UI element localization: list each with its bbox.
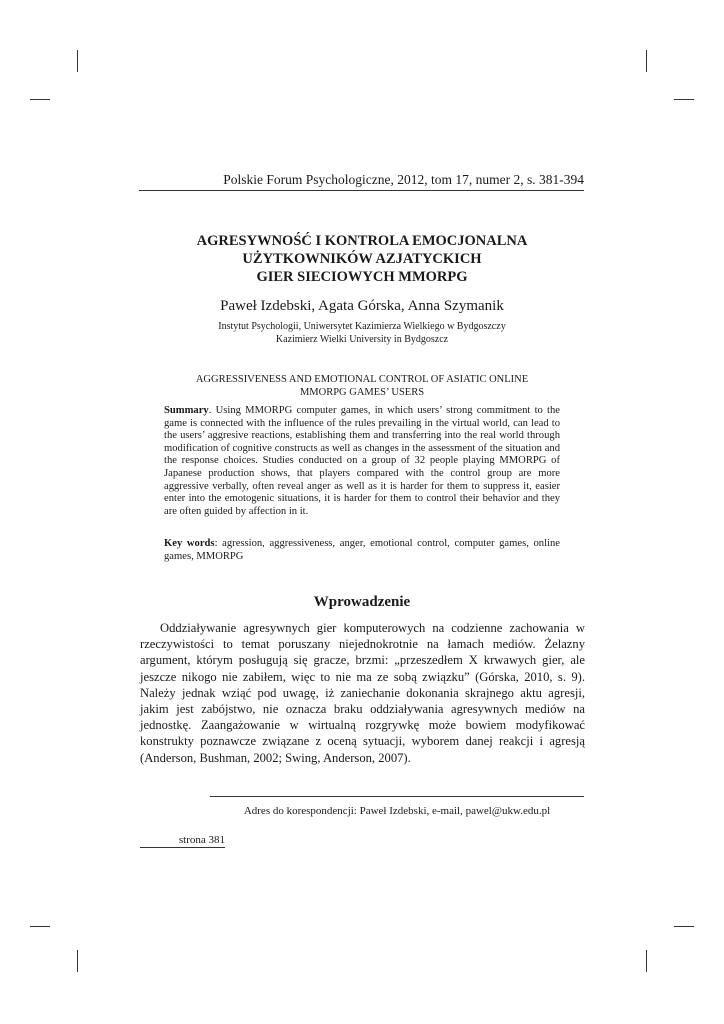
keywords-text: : agression, aggressiveness, anger, emotional control, computer games, online games, MMORPG (164, 538, 560, 562)
title-line-1: AGRESYWNOŚĆ I KONTROLA EMOCJONALNA (196, 233, 528, 249)
summary-text: . Using MMORPG computer games, in which users’ strong commitment to the game is connected with the influence of the rules prevailing in the virtual world, can lead to the users’ aggresive reactions, establishing them and transferring into the real world through modification of cognitive constructs as well as changes in the assessment of the situation and the response choices. Studies conducted on a group of 32 people playing MMORPG of Japanese production shows, that players compared with the control group are more aggressive verbally, often reveal anger as well as it is harder for them to suppress it, easier enter into the emotogenic situations, it is harder for them to control their behavior and they are often guided by affection in it. (164, 405, 560, 517)
affiliation (140, 320, 584, 346)
authors: Paweł Izdebski, Agata Górska, Anna Szymanik (220, 298, 504, 314)
footnote: Adres do korespondencji: Paweł Izdebski, e-mail, pawel@ukw.edu.pl (243, 805, 551, 817)
page-number: strona 381 (178, 834, 225, 846)
crop-mark-bottom-right (646, 950, 647, 972)
title-line-2: UŻYTKOWNIKÓW AZJATYCKICH (242, 251, 482, 267)
title-line-3: GIER SIECIOWYCH MMORPG (256, 269, 468, 285)
summary (164, 405, 560, 518)
english-title (140, 373, 584, 399)
crop-mark-top-right (646, 50, 647, 72)
journal-header: Polskie Forum Psychologiczne, 2012, tom 17, numer 2, s. 381-394 (223, 172, 584, 187)
summary-label: Summary (164, 405, 209, 416)
crop-mark-top-left (77, 50, 78, 72)
header-rule (139, 190, 584, 191)
section-heading: Wprowadzenie (313, 594, 411, 610)
english-title-line-2: MMORPG GAMES’ USERS (299, 387, 425, 398)
crop-mark-top-left-h (30, 99, 50, 100)
crop-mark-bottom-left-h (30, 926, 50, 927)
keywords (164, 538, 560, 563)
footnote-rule (210, 796, 584, 797)
crop-mark-bottom-right-h (674, 926, 694, 927)
article-title (140, 232, 584, 286)
keywords-label: Key words (164, 538, 215, 549)
affiliation-line-1: Instytut Psychologii, Uniwersytet Kazimierza Wielkiego w Bydgoszczy (218, 321, 506, 332)
english-title-line-1: AGGRESSIVENESS AND EMOTIONAL CONTROL OF ASIATIC ONLINE (195, 374, 529, 385)
crop-mark-top-right-h (674, 99, 694, 100)
body-paragraph: Oddziaływanie agresywnych gier komputerowych na codzienne zachowania w rzeczywistości to temat poruszany niejednokrotnie na łamach mediów. Żelazny argument, którym posługują się gracze, brzmi: „przeszedłem X krwawych gier, ale jeszcze nikogo nie zabiłem, więc to nie ma ze sobą związku” (Górska, 2010, s. 9). Należy jednak wziąć pod uwagę, iż zaniechanie dokonania skrajnego aktu agresji, jakim jest zabójstwo, nie oznacza braku oddziaływania agresywnych mediów na jednostkę. Zaangażowanie w wirtualną rozgrywkę może bowiem modyfikować konstrukty poznawcze związane z oceną sytuacji, wyborem danej reakcji i agresją (Anderson, Bushman, 2002; Swing, Anderson, 2007). (140, 621, 585, 765)
affiliation-line-2: Kazimierz Wielki University in Bydgoszcz (275, 334, 449, 345)
crop-mark-bottom-left (77, 950, 78, 972)
page-number-rule (140, 847, 225, 848)
